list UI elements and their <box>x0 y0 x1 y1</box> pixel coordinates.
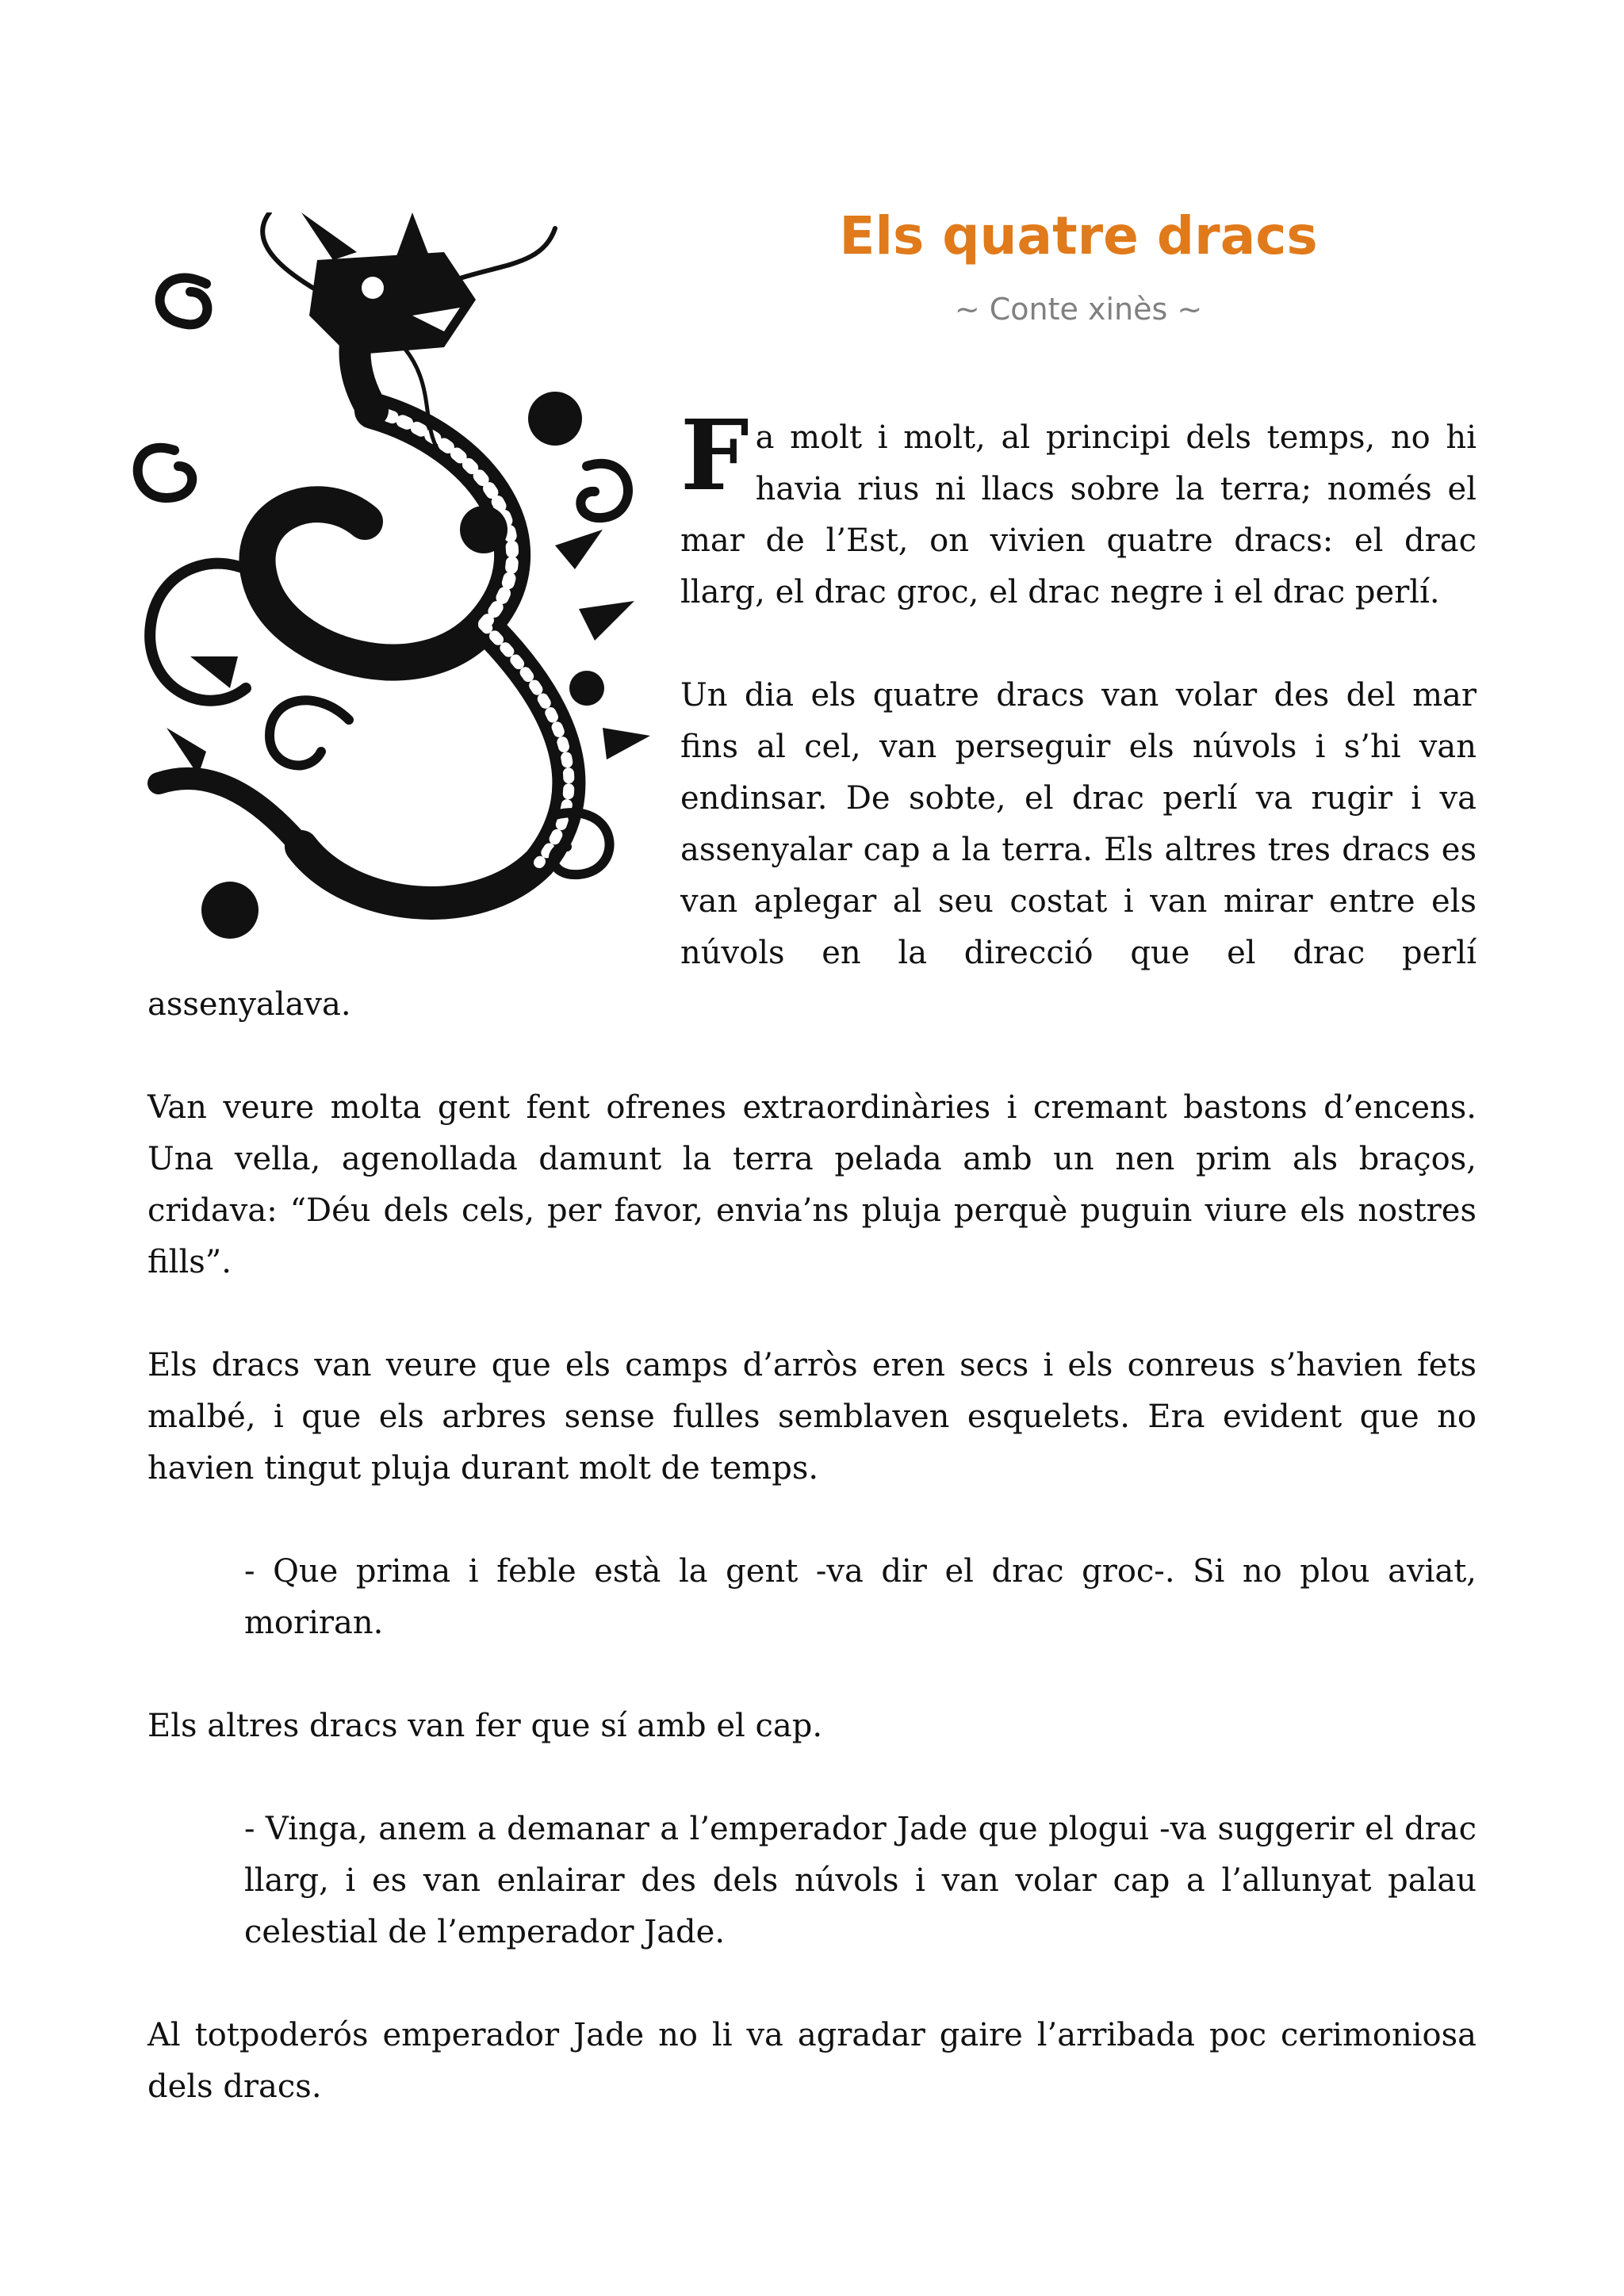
story-paragraph-6: Els altres dracs van fer que sí amb el cap. <box>147 1708 823 1744</box>
illustration-spacer <box>147 412 680 975</box>
page-subtitle: ~ Conte xinès ~ <box>954 292 1203 327</box>
story-dialogue-1: - Que prima i feble està la gent -va dir el drac groc-. Si no plou aviat, moriran. <box>244 1553 1477 1641</box>
story-paragraph-1-text: a molt i molt, al principi dels temps, no hi havia rius ni llacs sobre la terra; només el mar de l’Est, on vivien quatre dracs: el drac llarg, el drac groc, el drac negre i el drac perlí. <box>680 419 1477 610</box>
story-paragraph-2: Un dia els quatre dracs van volar des del mar fins al cel, van perseguir els núvols i s’hi van endinsar. De sobte, el drac perlí va rugir i va assenyalar cap a la terra. Els altres tres dracs es van aplegar al seu costat i van mirar entre els núvols en la direcció que el drac perlí assenyalava. <box>147 677 1477 1023</box>
drop-cap: F <box>680 398 749 512</box>
story-paragraph-8: Al totpoderós emperador Jade no li va agradar gaire l’arribada poc cerimoniosa dels dracs. <box>147 2017 1477 2105</box>
page-title: Els quatre dracs <box>839 205 1318 266</box>
story-dialogue-2: - Vinga, anem a demanar a l’emperador Jade que plogui -va suggerir el drac llarg, i es van enlairar des dels núvols i van volar cap a l’allunyat palau celestial de l’emperador Jade. <box>244 1811 1477 1950</box>
story-paragraph-3: Van veure molta gent fent ofrenes extraordinàries i cremant bastons d’encens. Una vella, agenollada damunt la terra pelada amb un nen prim als braços, cridava: “Déu dels cels, per favor, envia’ns pluja perquè puguin viure els nostres fills”. <box>147 1089 1477 1280</box>
story-body <box>147 398 1477 2164</box>
story-paragraph-4: Els dracs van veure que els camps d’arròs eren secs i els conreus s’havien fets malbé, i que els arbres sense fulles semblaven esquelets. Era evident que no havien tingut pluja durant molt de temps. <box>147 1347 1477 1487</box>
